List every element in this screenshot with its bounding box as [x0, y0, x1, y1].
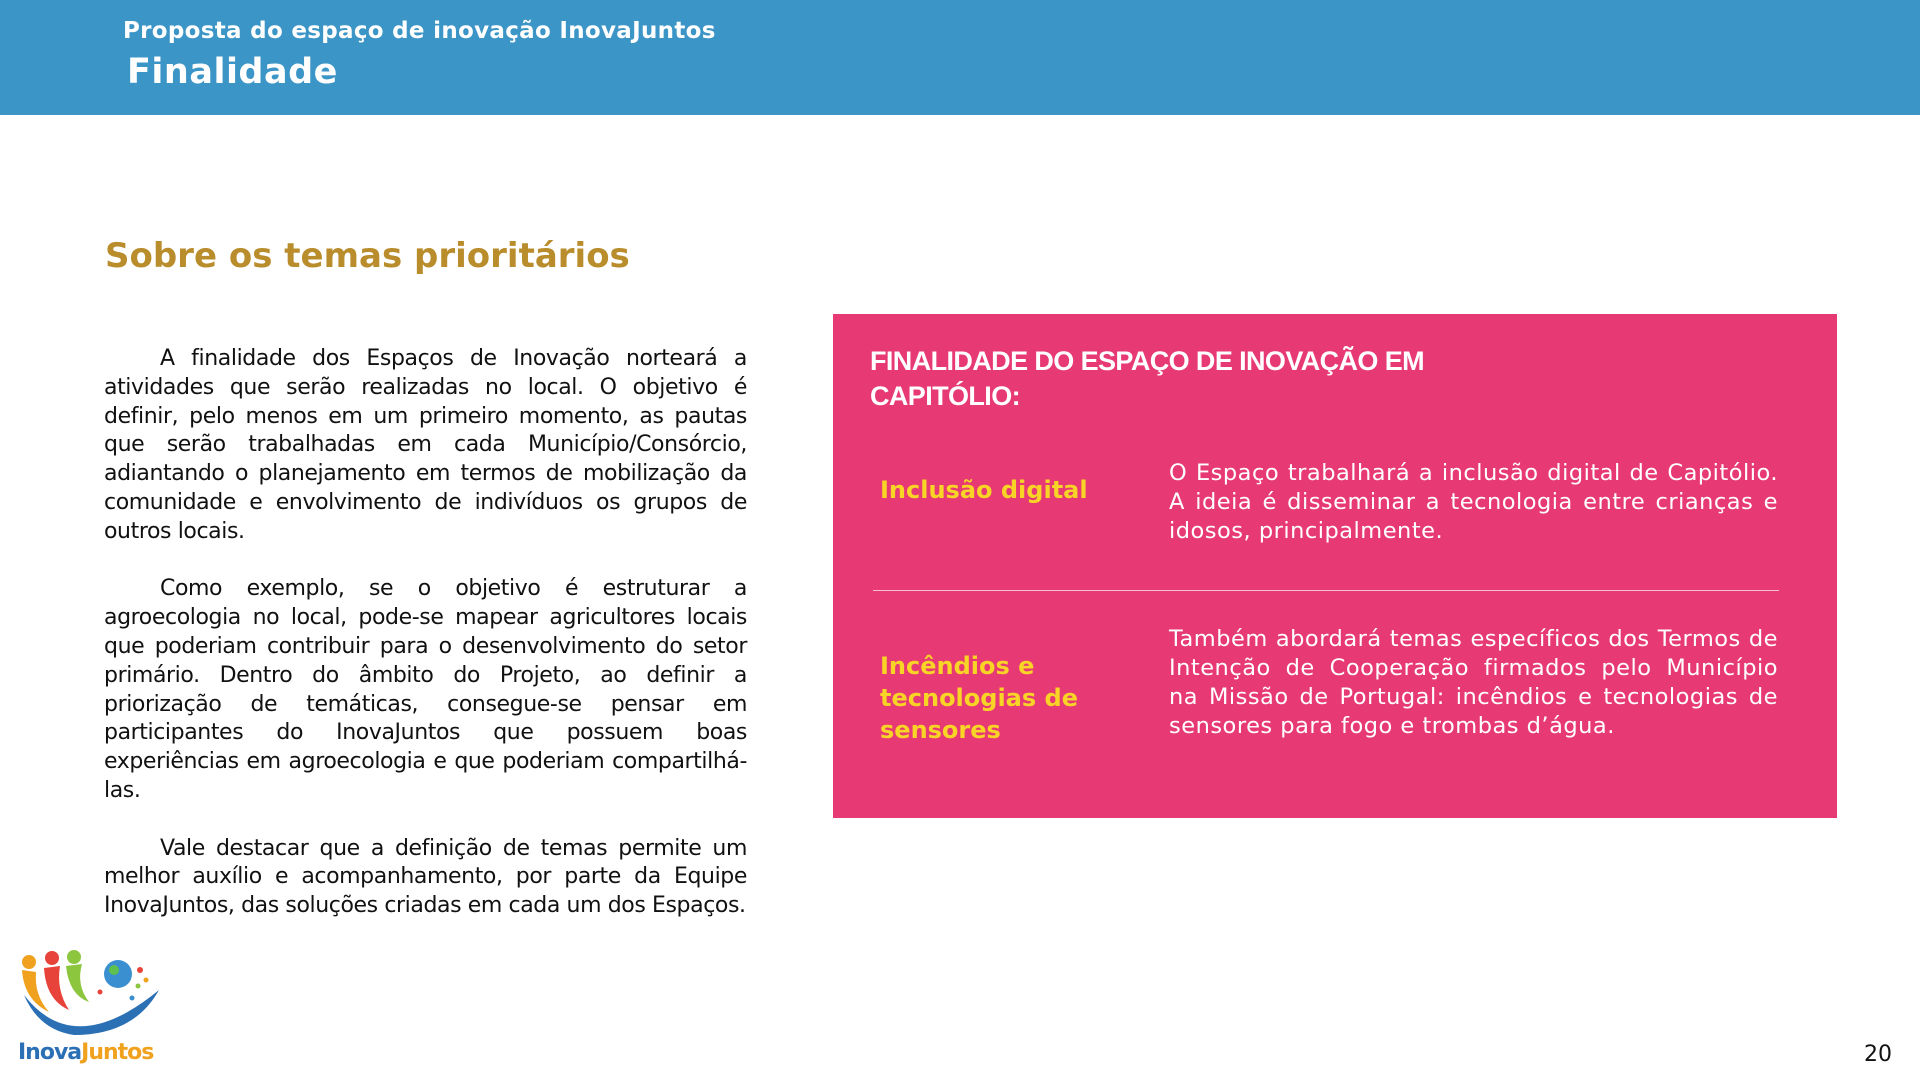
theme-label-incendios: Incêndios e tecnologias de sensores [880, 652, 1078, 744]
theme-label-inclusao-digital: Inclusão digital [880, 476, 1088, 504]
inovajuntos-logo [14, 940, 174, 1070]
theme-description-incendios: Também abordará temas específicos dos Termos de Intenção de Cooperação firmados pelo Município na Missão de Portugal: incêndios e tecnologias de sensores para fogo e trombas d’água. [1169, 626, 1778, 739]
panel-divider [873, 590, 1779, 591]
logo-wordmark [18, 1040, 153, 1065]
section-title: Sobre os temas prioritários [105, 236, 630, 276]
header-bar [0, 0, 1920, 115]
logo-word-part2: Juntos [81, 1040, 154, 1065]
theme-description-inclusao-digital: O Espaço trabalhará a inclusão digital de Capitólio. A ideia é disseminar a tecnologia entre crianças e idosos, principalmente. [1169, 460, 1778, 544]
paragraph: A finalidade dos Espaços de Inovação norteará a atividades que serão realizadas no local. O objetivo é definir, pelo menos em um primeiro momento, as pautas que serão trabalhadas em cada Município/Consórcio, adiantando o planejamento em termos de mobilização da comunidade e envolvimento de indivíduos os grupos de outros locais. [104, 346, 747, 544]
logo-emblem-icon [14, 940, 174, 1040]
page-title: Finalidade [127, 52, 338, 92]
paragraph: Vale destacar que a definição de temas permite um melhor auxílio e acompanhamento, por parte da Equipe InovaJuntos, das soluções criadas em cada um dos Espaços. [104, 835, 747, 919]
paragraph: Como exemplo, se o objetivo é estruturar a agroecologia no local, pode-se mapear agricultores locais que poderiam contribuir para o desenvolvimento do setor primário. Dentro do âmbito do Projeto, ao definir a priorização de temáticas, consegue-se pensar em participantes do InovaJuntos que possuem boas experiências em agroecologia e que poderiam compartilhá-las. [104, 576, 747, 803]
header-subtitle: Proposta do espaço de inovação InovaJuntos [123, 18, 716, 44]
page-number: 20 [1864, 1042, 1892, 1067]
panel-title: FINALIDADE DO ESPAÇO DE INOVAÇÃO EM CAPITÓLIO: [870, 346, 1425, 411]
purpose-panel [833, 314, 1837, 818]
body-text [104, 345, 747, 950]
logo-word-part1: Inova [18, 1040, 82, 1065]
